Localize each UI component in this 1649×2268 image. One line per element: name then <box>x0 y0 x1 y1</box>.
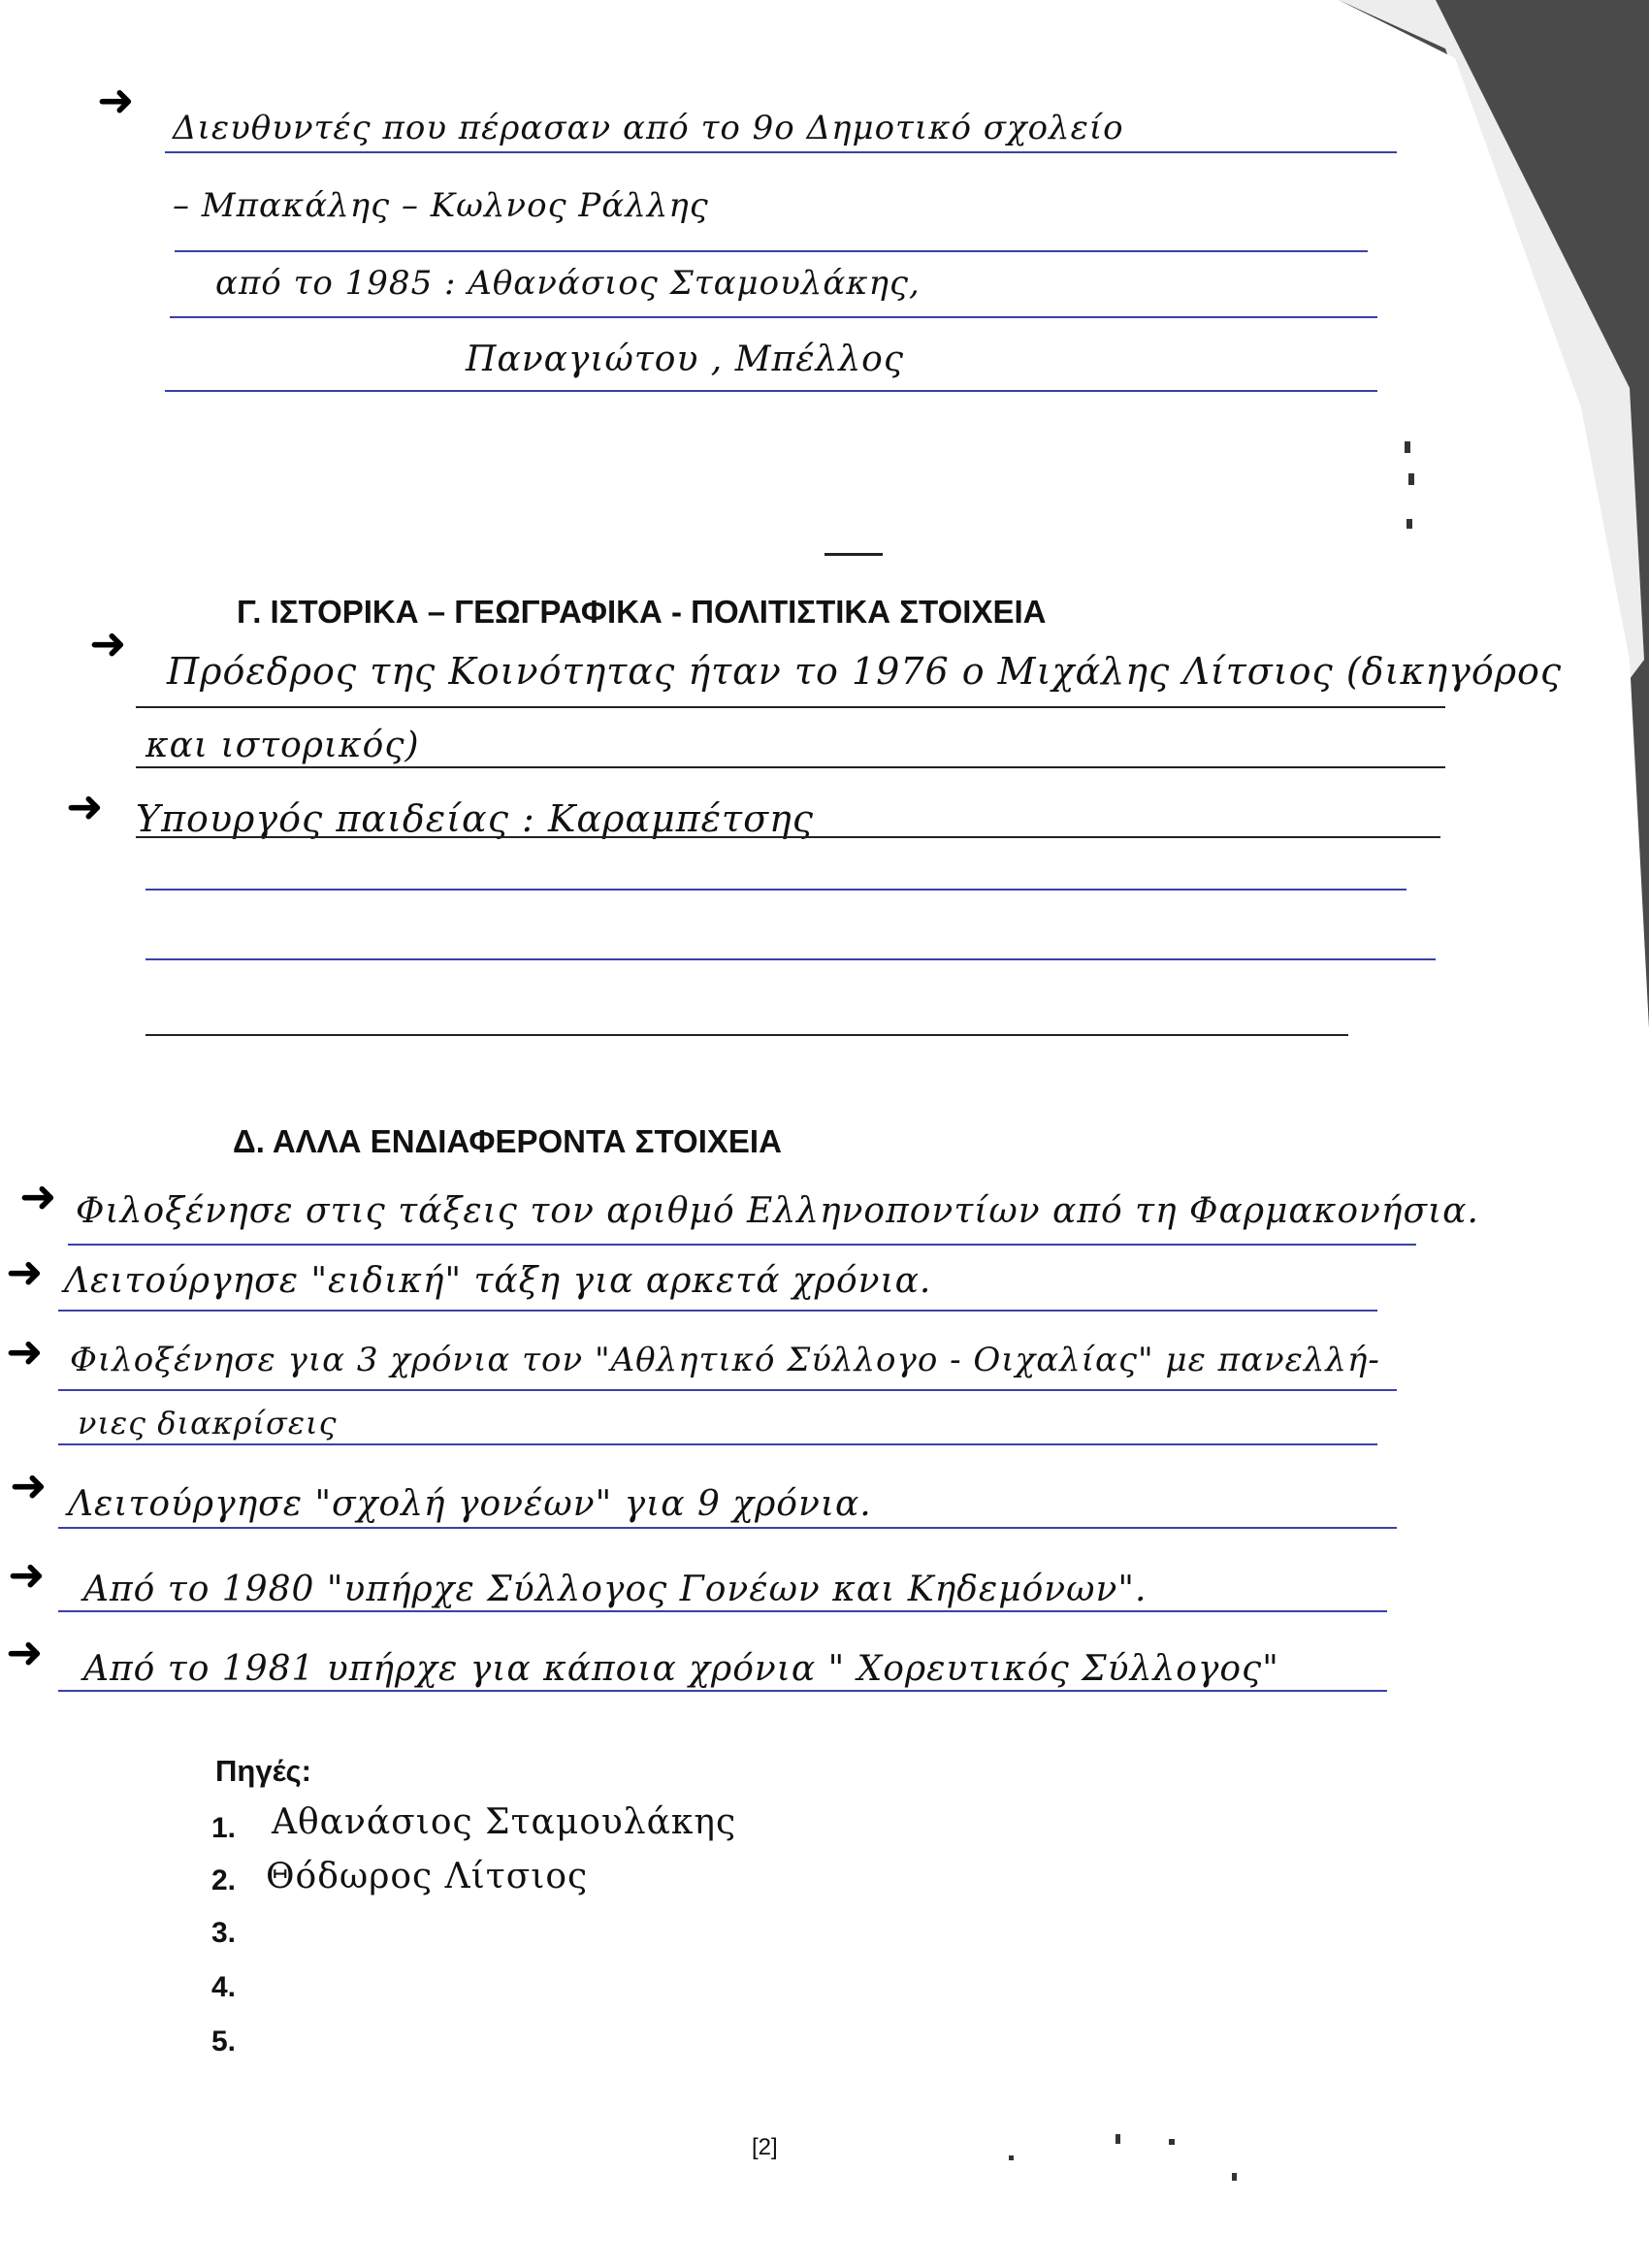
handwritten-line: νιες διακρίσεις <box>78 1405 338 1442</box>
divider <box>824 553 883 556</box>
ruled-line <box>68 1244 1416 1246</box>
handwritten-line: Από το 1981 υπήρχε για κάποια χρόνια " Χορευτικός Σύλλογος" <box>83 1649 1279 1689</box>
ruled-line <box>165 390 1377 392</box>
arrow-icon: ➜ <box>6 1246 44 1298</box>
arrow-icon: ➜ <box>66 780 104 832</box>
handwritten-line: και ιστορικός) <box>146 726 420 765</box>
section-heading-historical: Γ. ΙΣΤΟΡΙΚΑ – ΓΕΩΓΡΑΦΙΚΑ - ΠΟΛΙΤΙΣΤΙΚΑ ΣΤΟΙΧΕΙΑ <box>237 594 1047 630</box>
ruled-line <box>136 836 1440 838</box>
handwritten-line: Υπουργός παιδείας : Καραμπέτσης <box>136 797 815 840</box>
ruled-line <box>165 151 1397 153</box>
scan-speck <box>1116 2134 1120 2144</box>
arrow-icon: ➜ <box>8 1548 46 1601</box>
handwritten-note-line: Παναγιώτου , Μπέλλος <box>466 340 904 379</box>
arrow-icon: ➜ <box>19 1170 57 1222</box>
source-number: 1. <box>211 1812 237 1844</box>
handwritten-note-line: – Μπακάλης – Κωλνος Ράλλης <box>173 186 709 225</box>
ruled-line <box>58 1389 1397 1391</box>
sources-title: Πηγές: <box>215 1754 311 1788</box>
handwritten-line: Από το 1980 "υπήρχε Σύλλογος Γονέων και Κηδεμόνων". <box>83 1570 1148 1609</box>
arrow-icon: ➜ <box>89 617 127 669</box>
page-number: [2] <box>752 2134 778 2160</box>
handwritten-note-line: Διευθυντές που πέρασαν από το 9ο Δημοτικό σχολείο <box>173 109 1124 147</box>
ruled-line <box>58 1310 1377 1312</box>
source-number: 3. <box>211 1917 237 1949</box>
ruled-line <box>58 1610 1387 1612</box>
handwritten-line: Φιλοξένησε στις τάξεις τον αριθμό Ελληνοποντίων από τη Φαρμακονήσια. <box>76 1191 1479 1231</box>
ruled-line <box>58 1527 1397 1529</box>
handwritten-line: Λειτούργησε "ειδική" τάξη για αρκετά χρόνια. <box>64 1261 932 1301</box>
ruled-line <box>170 316 1377 318</box>
handwritten-note-line: από το 1985 : Αθανάσιος Σταμουλάκης, <box>215 264 921 303</box>
ruled-line <box>146 958 1436 960</box>
source-name: Θόδωρος Λίτσιος <box>266 1857 589 1896</box>
ruled-line <box>58 1690 1387 1692</box>
source-number: 4. <box>211 1971 237 2003</box>
scan-speck <box>1232 2173 1237 2181</box>
scan-speck <box>1009 2155 1014 2160</box>
handwritten-line: Πρόεδρος της Κοινότητας ήταν το 1976 ο Μιχάλης Λίτσιος (δικηγόρος <box>167 650 1563 693</box>
arrow-icon: ➜ <box>6 1325 44 1377</box>
ruled-line <box>175 250 1368 252</box>
ruled-line <box>146 1034 1348 1036</box>
section-heading-other: Δ. ΑΛΛΑ ΕΝΔΙΑΦΕΡΟΝΤΑ ΣΤΟΙΧΕΙΑ <box>233 1123 782 1159</box>
page-fold-shadow <box>1339 0 1649 1067</box>
handwritten-line: Φιλοξένησε για 3 χρόνια τον "Αθλητικό Σύλλογο - Οιχαλίας" με πανελλή- <box>70 1341 1380 1379</box>
scan-speck <box>1405 441 1410 453</box>
arrow-icon: ➜ <box>10 1459 48 1511</box>
handwritten-line: Λειτούργησε "σχολή γονέων" για 9 χρόνια. <box>68 1484 872 1524</box>
ruled-line <box>136 766 1445 768</box>
ruled-line <box>58 1443 1377 1445</box>
scan-speck <box>1169 2139 1175 2145</box>
source-number: 5. <box>211 2025 237 2057</box>
source-name: Αθανάσιος Σταμουλάκης <box>272 1802 737 1842</box>
scan-speck <box>1406 519 1412 529</box>
arrow-icon: ➜ <box>6 1626 44 1678</box>
source-number: 2. <box>211 1864 237 1896</box>
scan-speck <box>1408 473 1414 485</box>
arrow-icon: ➜ <box>97 74 135 126</box>
ruled-line <box>136 706 1445 708</box>
ruled-line <box>146 889 1406 891</box>
